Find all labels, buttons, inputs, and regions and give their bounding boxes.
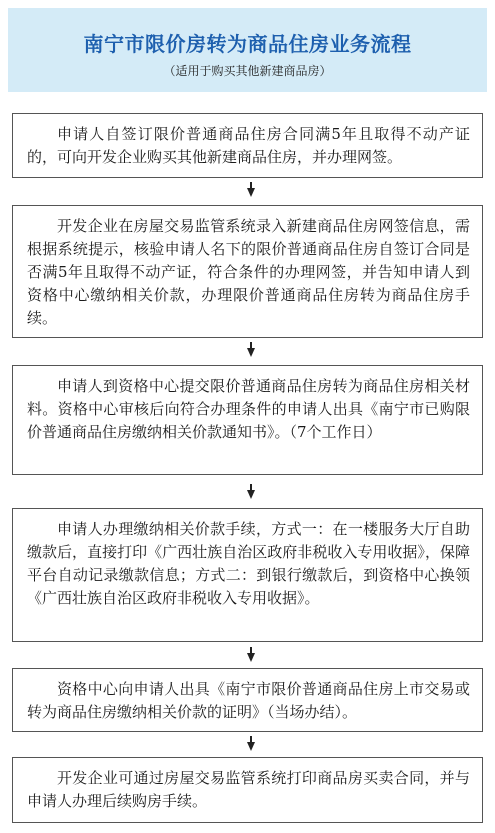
- flow-arrow-1: [247, 188, 255, 197]
- page-subtitle: （适用于购买其他新建商品房）: [163, 64, 332, 78]
- flow-step-3: 申请人到资格中心提交限价普通商品住房转为商品住房相关材料。资格中心审核后向符合办理条件的申请人出具《南宁市已购限价普通商品住房缴纳相关价款通知书》。（7个工作日）: [12, 365, 483, 475]
- flow-step-5: 资格中心向申请人出具《南宁市限价普通商品住房上市交易或转为商品住房缴纳相关价款的证明》（当场办结）。: [12, 668, 483, 732]
- flow-step-4: 申请人办理缴纳相关价款手续，方式一：在一楼服务大厅自助缴款后，直接打印《广西壮族自治区政府非税收入专用收据》，保障平台自动记录缴款信息；方式二：到银行缴款后，到资格中心换领《广西壮族自治区政府非税收入专用收据》。: [12, 508, 483, 642]
- flow-arrow-3: [247, 490, 255, 499]
- flow-step-6: 开发企业可通过房屋交易监管系统打印商品房买卖合同，并与申请人办理后续购房手续。: [12, 757, 483, 823]
- flow-arrow-2: [247, 348, 255, 357]
- flow-step-1: 申请人自签订限价普通商品住房合同满5年且取得不动产证的，可向开发企业购买其他新建商品住房，并办理网签。: [12, 113, 483, 178]
- page-title: 南宁市限价房转为商品住房业务流程: [83, 32, 412, 56]
- header-banner: [8, 8, 487, 92]
- flow-arrow-4: [247, 653, 255, 662]
- flow-arrow-5: [247, 742, 255, 751]
- flow-step-2: 开发企业在房屋交易监管系统录入新建商品住房网签信息，需根据系统提示，核验申请人名下的限价普通商品住房自签订合同是否满5年且取得不动产证，符合条件的办理网签，并告知申请人到资格中心缴纳相关价款，办理限价普通商品住房转为商品住房手续。: [12, 205, 483, 338]
